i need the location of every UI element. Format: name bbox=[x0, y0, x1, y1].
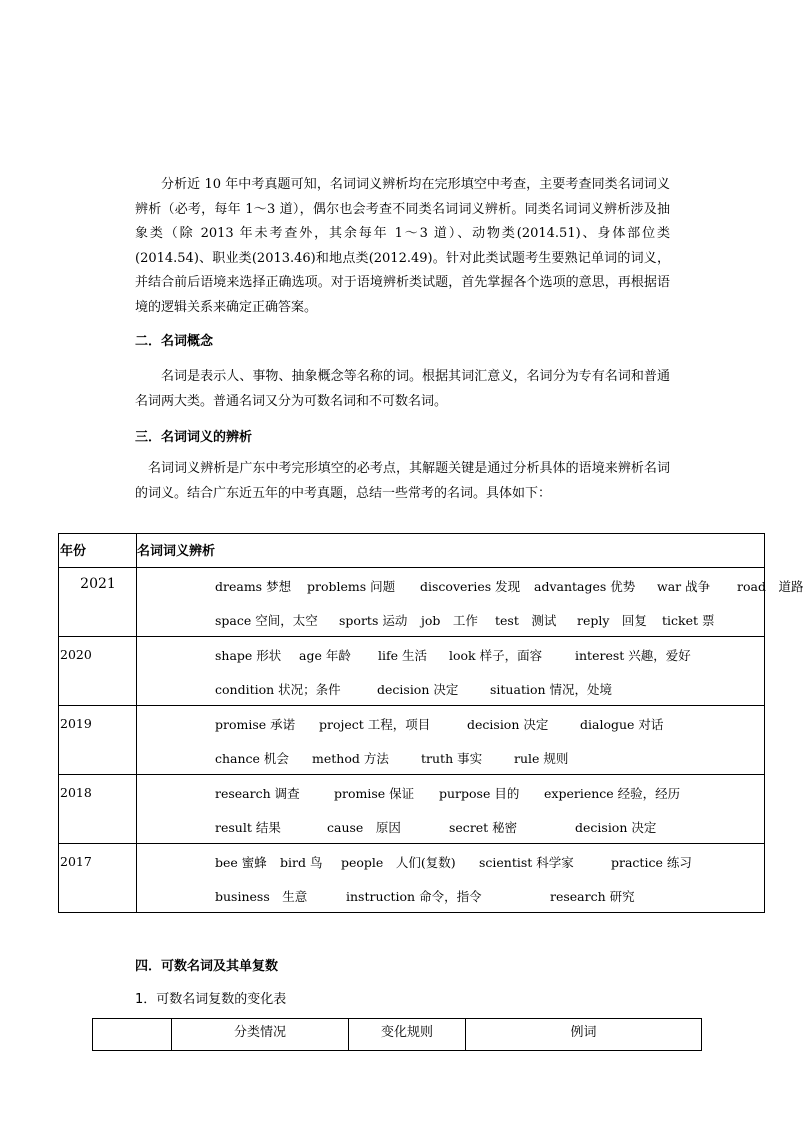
word-item: method 方法 bbox=[312, 751, 389, 766]
word-item: discoveries 发现 bbox=[420, 579, 521, 594]
word-item: instruction 命令，指令 bbox=[346, 889, 482, 904]
word-line bbox=[137, 878, 764, 912]
table-row bbox=[59, 568, 765, 637]
header-cell-year: 年份 bbox=[59, 534, 137, 568]
word-item: scientist 科学家 bbox=[479, 855, 574, 870]
word-line bbox=[137, 775, 764, 809]
word-line bbox=[137, 740, 764, 774]
word-item: condition 状况；条件 bbox=[215, 682, 341, 697]
word-item: experience 经验，经历 bbox=[544, 786, 681, 801]
word-item: dreams 梦想 bbox=[215, 579, 292, 594]
word-item: people 人们(复数) bbox=[341, 855, 456, 870]
table-header-row bbox=[59, 534, 765, 568]
word-line bbox=[137, 602, 764, 636]
word-item: decision 决定 bbox=[575, 820, 657, 835]
table-row bbox=[59, 706, 765, 775]
table-row bbox=[59, 637, 765, 706]
word-item: decision 决定 bbox=[467, 717, 549, 732]
word-line bbox=[137, 809, 764, 843]
word-item: truth 事实 bbox=[421, 751, 483, 766]
nouns-cell bbox=[137, 568, 803, 637]
word-item: promise 承诺 bbox=[215, 717, 296, 732]
word-item: chance 机会 bbox=[215, 751, 289, 766]
nouns-cell bbox=[137, 706, 765, 775]
nouns-cell bbox=[137, 775, 765, 844]
header-cell-category: 分类情况 bbox=[172, 1019, 349, 1051]
word-item: project 工程，项目 bbox=[319, 717, 431, 732]
table-header-row bbox=[93, 1019, 702, 1051]
word-item: shape 形状 bbox=[215, 648, 282, 663]
plural-rules-table bbox=[92, 1018, 702, 1051]
word-item: interest 兴趣，爱好 bbox=[575, 648, 691, 663]
word-item: advantages 优势 bbox=[534, 579, 636, 594]
section-heading-noun-meaning: 三．名词词义的辨析 bbox=[135, 430, 253, 445]
intro-paragraph: 分析近 10 年中考真题可知，名词词义辨析均在完形填空中考查，主要考查同类名词词义辨析（必考，每年 1～3 道），偶尔也会考查不同类名词词义辨析。同类名词词义辨析涉及抽象类（除 2013 年未考查外，其余每年 1～3 道）、动物类(2014.51)、身体部位类(2014.54)、职业类(2013.46)和地点类(2012.49)。针对此类试题考生要熟记单词的词义，并结合前后语境来选择正确选项。对于语境辨析类试题，首先掌握各个选项的意思，再根据语境的逻辑关系来确定正确答案。 bbox=[135, 177, 670, 315]
word-item: research 调查 bbox=[215, 786, 300, 801]
word-item: ticket 票 bbox=[662, 613, 715, 628]
word-item: war 战争 bbox=[657, 579, 711, 594]
word-item: bird 鸟 bbox=[280, 855, 323, 870]
table-row bbox=[59, 844, 765, 913]
word-line bbox=[137, 671, 764, 705]
word-line bbox=[137, 706, 764, 740]
noun-meaning-table bbox=[58, 533, 803, 913]
word-item: dialogue 对话 bbox=[580, 717, 664, 732]
word-item: age 年龄 bbox=[299, 648, 351, 663]
word-item: promise 保证 bbox=[334, 786, 415, 801]
word-item: situation 情况，处境 bbox=[490, 682, 613, 697]
word-item: decision 决定 bbox=[377, 682, 459, 697]
word-item: result 结果 bbox=[215, 820, 281, 835]
header-cell-examples: 例词 bbox=[466, 1019, 702, 1051]
word-item: reply 回复 bbox=[577, 613, 647, 628]
header-cell-rule: 变化规则 bbox=[349, 1019, 466, 1051]
year-cell: 2017 bbox=[59, 844, 137, 913]
word-item: rule 规则 bbox=[514, 751, 569, 766]
word-item: problems 问题 bbox=[307, 579, 396, 594]
word-item: practice 练习 bbox=[611, 855, 692, 870]
header-cell-blank bbox=[93, 1019, 172, 1051]
word-item: job 工作 bbox=[421, 613, 478, 628]
word-item: research 研究 bbox=[550, 889, 635, 904]
noun-definition-paragraph: 名词是表示人、事物、抽象概念等名称的词。根据其词汇意义，名词分为专有名词和普通名词两大类。普通名词又分为可数名词和不可数名词。 bbox=[135, 369, 670, 409]
word-line bbox=[137, 844, 764, 878]
header-cell-nouns: 名词词义辨析 bbox=[137, 534, 765, 568]
word-item: look 样子，面容 bbox=[449, 648, 543, 663]
word-item: sports 运动 bbox=[339, 613, 408, 628]
word-item: space 空间，太空 bbox=[215, 613, 318, 628]
year-cell: 2020 bbox=[59, 637, 137, 706]
year-cell: 2019 bbox=[59, 706, 137, 775]
section-heading-noun-concept: 二．名词概念 bbox=[135, 334, 214, 349]
word-line bbox=[137, 568, 803, 602]
word-item: test 测试 bbox=[495, 613, 557, 628]
word-item: road 道路 bbox=[737, 579, 803, 594]
nouns-cell bbox=[137, 637, 765, 706]
word-line bbox=[137, 637, 764, 671]
subheading-plural-table: 1．可数名词复数的变化表 bbox=[135, 992, 287, 1007]
table-row bbox=[59, 775, 765, 844]
year-cell: 2018 bbox=[59, 775, 137, 844]
word-item: cause 原因 bbox=[327, 820, 401, 835]
section-heading-countable-nouns: 四．可数名词及其单复数 bbox=[135, 959, 279, 974]
word-item: business 生意 bbox=[215, 889, 308, 904]
word-item: life 生活 bbox=[378, 648, 427, 663]
word-item: bee 蜜蜂 bbox=[215, 855, 267, 870]
word-item: purpose 目的 bbox=[439, 786, 520, 801]
nouns-cell bbox=[137, 844, 765, 913]
year-cell: 2021 bbox=[59, 568, 137, 637]
word-item: secret 秘密 bbox=[449, 820, 518, 835]
noun-analysis-paragraph: 名词词义辨析是广东中考完形填空的必考点，其解题关键是通过分析具体的语境来辨析名词的词义。结合广东近五年的中考真题，总结一些常考的名词。具体如下： bbox=[135, 461, 670, 501]
